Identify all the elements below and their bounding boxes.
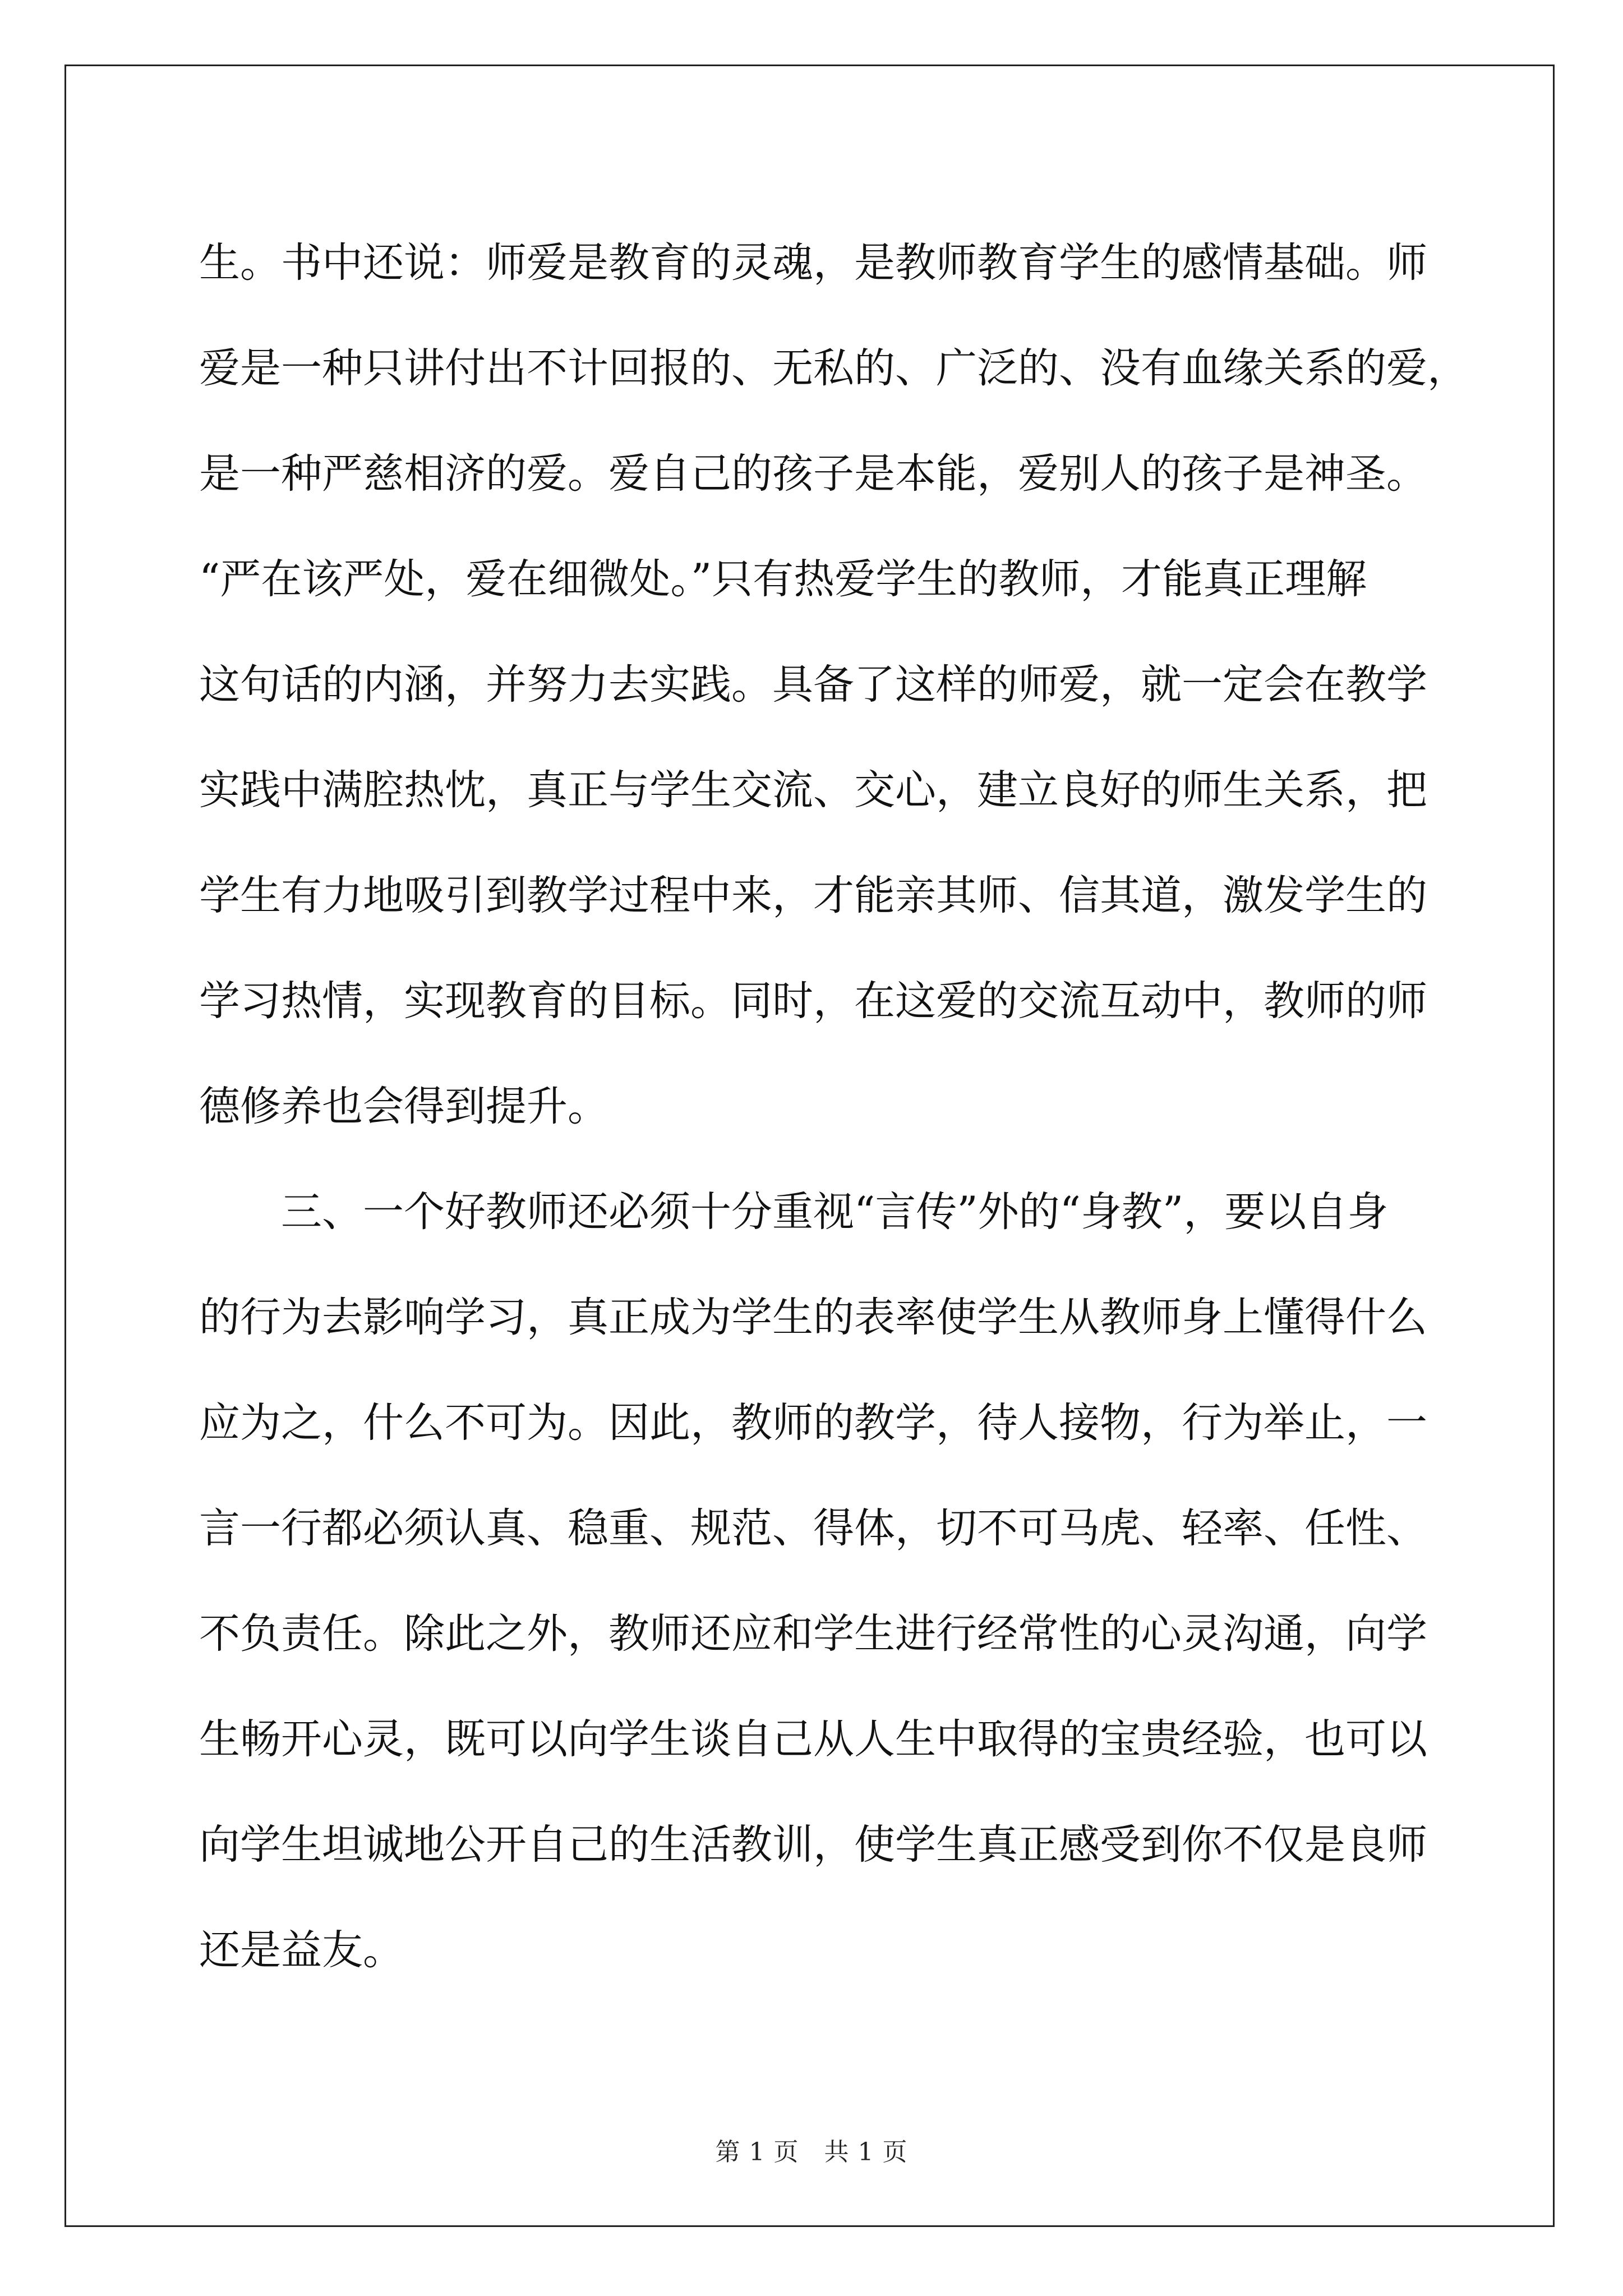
text-line: 生畅开心灵，既可以向学生谈自己从人生中取得的宝贵经验，也可以 bbox=[199, 1715, 1427, 1763]
page-footer bbox=[0, 2132, 1623, 2168]
text-line: 学生有力地吸引到教学过程中来，才能亲其师、信其道，激发学生的 bbox=[199, 872, 1427, 919]
paragraph-1 bbox=[199, 210, 1468, 1159]
text-line: 德修养也会得到提升。 bbox=[199, 1083, 608, 1130]
text-line: “严在该严处，爱在细微处。”只有热爱学生的教师，才能真正理解 bbox=[199, 555, 1367, 603]
text-line: 爱是一种只讲付出不计回报的、无私的、广泛的、没有血缘关系的爱， bbox=[199, 344, 1468, 392]
document-body bbox=[199, 210, 1468, 2003]
text-line: 的行为去影响学习，真正成为学生的表率使学生从教师身上懂得什么 bbox=[199, 1294, 1427, 1341]
text-line: 言一行都必须认真、稳重、规范、得体，切不可马虎、轻率、任性、 bbox=[199, 1504, 1427, 1552]
text-line: 实践中满腔热忱，真正与学生交流、交心，建立良好的师生关系，把 bbox=[199, 766, 1427, 814]
text-line: 向学生坦诚地公开自己的生活教训，使学生真正感受到你不仅是良师 bbox=[199, 1821, 1427, 1869]
page-number-label: 第 1 页 共 1 页 bbox=[715, 2138, 908, 2166]
text-line: 学习热情，实现教育的目标。同时，在这爱的交流互动中，教师的师 bbox=[199, 977, 1427, 1025]
text-line: 生。书中还说：师爱是教育的灵魂，是教师教育学生的感情基础。师 bbox=[199, 239, 1427, 287]
text-line: 不负责任。除此之外，教师还应和学生进行经常性的心灵沟通，向学 bbox=[199, 1610, 1427, 1658]
text-line: 这句话的内涵，并努力去实践。具备了这样的师爱，就一定会在教学 bbox=[199, 661, 1427, 708]
text-line: 是一种严慈相济的爱。爱自己的孩子是本能，爱别人的孩子是神圣。 bbox=[199, 450, 1427, 498]
text-line: 三、一个好教师还必须十分重视“言传”外的“身教”，要以自身 bbox=[281, 1188, 1389, 1236]
paragraph-2 bbox=[199, 1159, 1427, 2003]
text-line: 还是益友。 bbox=[199, 1926, 404, 1974]
text-line: 应为之，什么不可为。因此，教师的教学，待人接物，行为举止，一 bbox=[199, 1399, 1427, 1447]
